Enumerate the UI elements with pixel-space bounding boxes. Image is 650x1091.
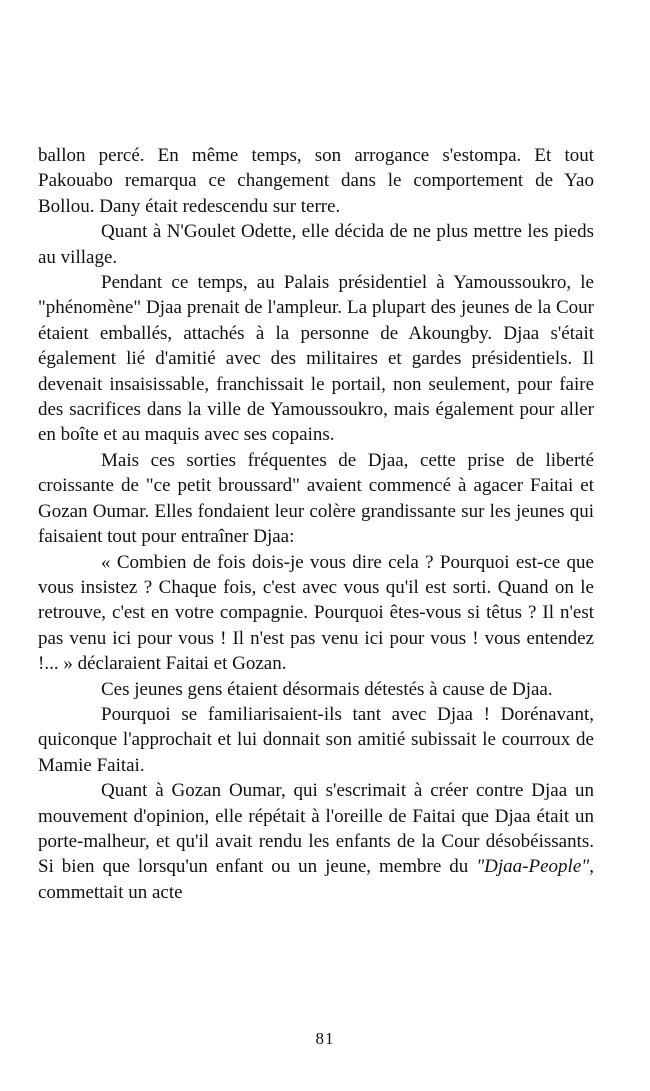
djaa-people-title: "Djaa-People" <box>476 856 590 878</box>
page-number: 81 <box>315 1029 335 1048</box>
paragraph-7: Pourquoi se familiarisaient-ils tant avec Djaa ! Dorénavant, quiconque l'approchait et lui donnait son amitié subissait le courroux de Mamie Faitai. <box>38 703 594 776</box>
paragraph-8-end: , commettait un acte <box>38 856 594 903</box>
paragraph-3: Pendant ce temps, au Palais présidentiel à Yamoussoukro, le "phénomène" Djaa prenait de l'ampleur. La plupart des jeunes de la Cour étaient emballés, attachés à la personne de Akoungby. Djaa s'était également lié d'amitié avec des militaires et gardes présidentiels. Il devenait insaisissable, franchissait le portail, non seulement, pour faire des sacrifices dans la ville de Yamoussoukro, mais également pour aller en boîte et au maquis avec ses copains. <box>38 272 594 446</box>
paragraph-8-start: Quant à Gozan Oumar, qui s'escrimait à créer contre Djaa un mouvement d'opinion, elle répétait à l'oreille de Faitai que Djaa était un porte-malheur, et qu'il avait rendu les enfants de la Cour désobéissants. Si bien que lorsqu'un enfant ou un jeune, membre du <box>38 780 594 878</box>
paragraph-8 <box>38 778 594 905</box>
paragraph-1: ballon percé. En même temps, son arrogance s'estompa. Et tout Pakouabo remarqua ce changement dans le comportement de Yao Bollou. Dany était redescendu sur terre. <box>38 145 594 217</box>
page-body <box>38 143 594 905</box>
paragraph-2: Quant à N'Goulet Odette, elle décida de ne plus mettre les pieds au village. <box>38 221 594 268</box>
paragraph-5-quote: « Combien de fois dois-je vous dire cela ? Pourquoi est-ce que vous insistez ? Chaque fois, c'est avec vous qu'il est sorti. Quand on le retrouve, c'est en votre compagnie. Pourquoi êtes-vous si têtus ? Il n'est pas venu ici pour vous ! Il n'est pas venu ici pour vous ! vous entendez !... » déclaraient Faitai et Gozan. <box>38 551 594 675</box>
paragraph-4: Mais ces sorties fréquentes de Djaa, cette prise de liberté croissante de "ce petit broussard" avaient commencé à agacer Faitai et Gozan Oumar. Elles fondaient leur colère grandissante sur les jeunes qui faisaient tout pour entraîner Djaa: <box>38 449 594 548</box>
paragraph-6: Ces jeunes gens étaient désormais détestés à cause de Djaa. <box>101 678 553 700</box>
